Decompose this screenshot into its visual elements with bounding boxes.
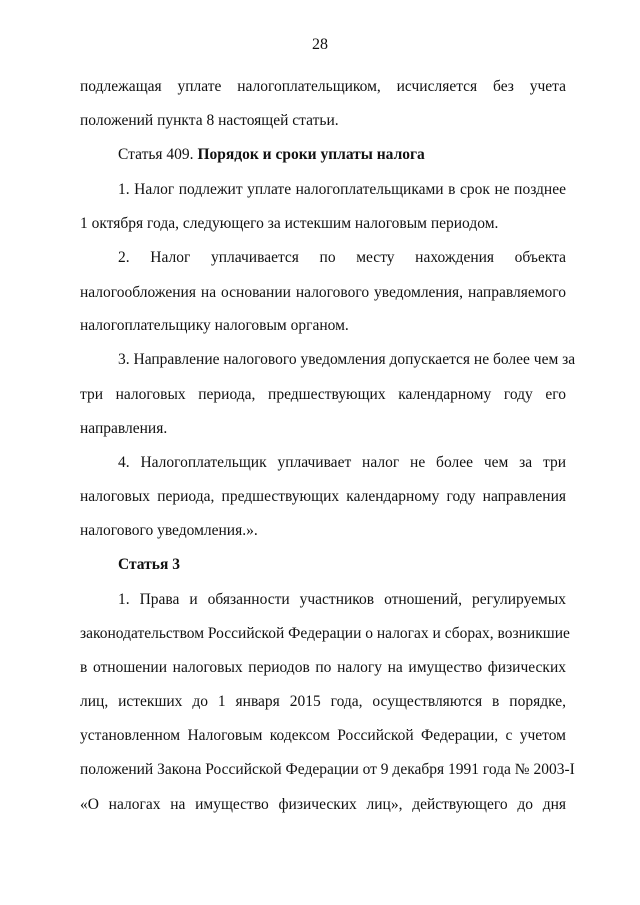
article-409-item3-line2: три налоговых периода, предшествующих календарному году его xyxy=(80,386,566,403)
article-409-item3-line1: 3. Направление налогового уведомления допускается не более чем за xyxy=(118,351,576,368)
continuation-line-1: подлежащая уплате налогоплательщиком, исчисляется без учета xyxy=(80,78,566,95)
article-3-item1-line3: в отношении налоговых периодов по налогу на имущество физических xyxy=(80,659,566,676)
article-409-item2-line1: 2. Налог уплачивается по месту нахождения объекта xyxy=(118,249,566,266)
article-409-prefix: Статья 409. xyxy=(118,146,194,163)
article-3-item1-line5: установленном Налоговым кодексом Российской Федерации, с учетом xyxy=(80,727,566,744)
article-409-item4-line2: налоговых периода, предшествующих календарному году направления xyxy=(80,488,566,505)
article-409-item4-line1: 4. Налогоплательщик уплачивает налог не более чем за три xyxy=(118,454,566,471)
page-number: 28 xyxy=(312,36,328,53)
article-409-title: Порядок и сроки уплаты налога xyxy=(197,146,425,163)
article-409-item2-line2: налогообложения на основании налогового уведомления, направляемого xyxy=(80,284,566,301)
article-409-item1-line2: 1 октября года, следующего за истекшим налоговым периодом. xyxy=(80,215,499,232)
article-409-item2-line3: налогоплательщику налоговым органом. xyxy=(80,317,349,334)
article-409-item1-line1: 1. Налог подлежит уплате налогоплательщиками в срок не позднее xyxy=(118,181,566,198)
article-409-item3-line3: направления. xyxy=(80,420,168,437)
continuation-line-2: положений пункта 8 настоящей статьи. xyxy=(80,112,339,129)
article-3-item1-line6: положений Закона Российской Федерации от 9 декабря 1991 года № 2003-I xyxy=(80,761,575,778)
article-409-heading xyxy=(118,145,566,165)
article-409-item4-line3: налогового уведомления.». xyxy=(80,522,258,539)
article-3-item1-line7: «О налогах на имущество физических лиц», действующего до дня xyxy=(80,796,566,813)
article-3-item1-line1: 1. Права и обязанности участников отношений, регулируемых xyxy=(118,591,566,608)
article-3-item1-line4: лиц, истекших до 1 января 2015 года, осуществляются в порядке, xyxy=(80,693,566,710)
article-3-heading: Статья 3 xyxy=(118,556,180,573)
article-3-item1-line2: законодательством Российской Федерации о налогах и сборах, возникшие xyxy=(80,625,570,642)
